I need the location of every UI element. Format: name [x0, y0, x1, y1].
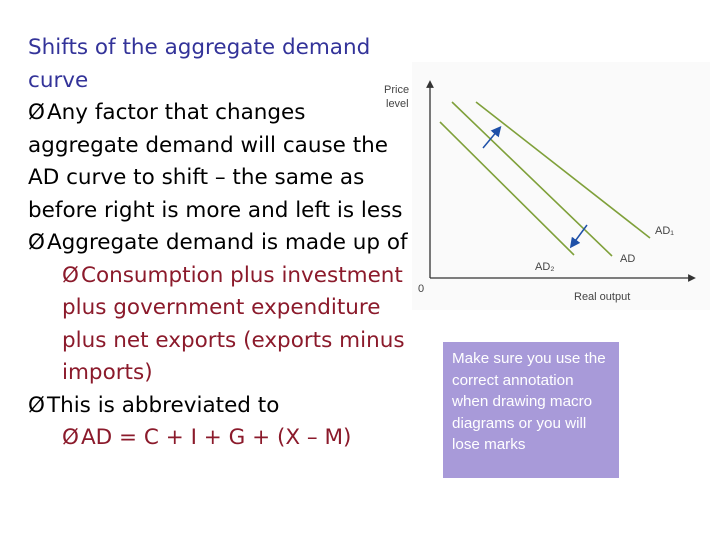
x-axis-label: Real output — [574, 291, 631, 303]
bullet-arrow-icon: Ø — [62, 262, 79, 288]
bullet-abbreviated-text: This is abbreviated to — [46, 392, 280, 418]
formula-text: AD = C + I + G + (X – M) — [80, 425, 352, 450]
bullet-arrow-icon: Ø — [28, 100, 45, 125]
y-axis-label-line1: Price — [384, 84, 410, 96]
origin-label: 0 — [418, 283, 425, 295]
bullet-arrow-icon: Ø — [62, 425, 79, 450]
diagram-background — [412, 62, 710, 310]
sub-bullet-components-text: Consumption plus investment plus government expenditure plus net exports (exports minus imports) — [62, 262, 405, 385]
bullet-made-up-text: Aggregate demand is made up of — [46, 230, 408, 255]
curve-ad1-label: AD₁ — [655, 225, 674, 237]
bullet-arrow-icon: Ø — [28, 230, 45, 255]
slide-title: Shifts of the aggregate demand curve — [28, 35, 371, 93]
bullet-factors-text: Any factor that changes aggregate demand will cause the AD curve to shift – the same as before right is more and left is less — [28, 100, 403, 223]
curve-ad2-label: AD₂ — [535, 261, 555, 273]
curve-ad-label: AD — [620, 253, 636, 265]
y-axis-label-line2: level — [386, 98, 409, 110]
bullet-arrow-icon: Ø — [28, 392, 45, 418]
annotation-note: Make sure you use the correct annotation when drawing macro diagrams or you will lose marks — [443, 342, 619, 478]
